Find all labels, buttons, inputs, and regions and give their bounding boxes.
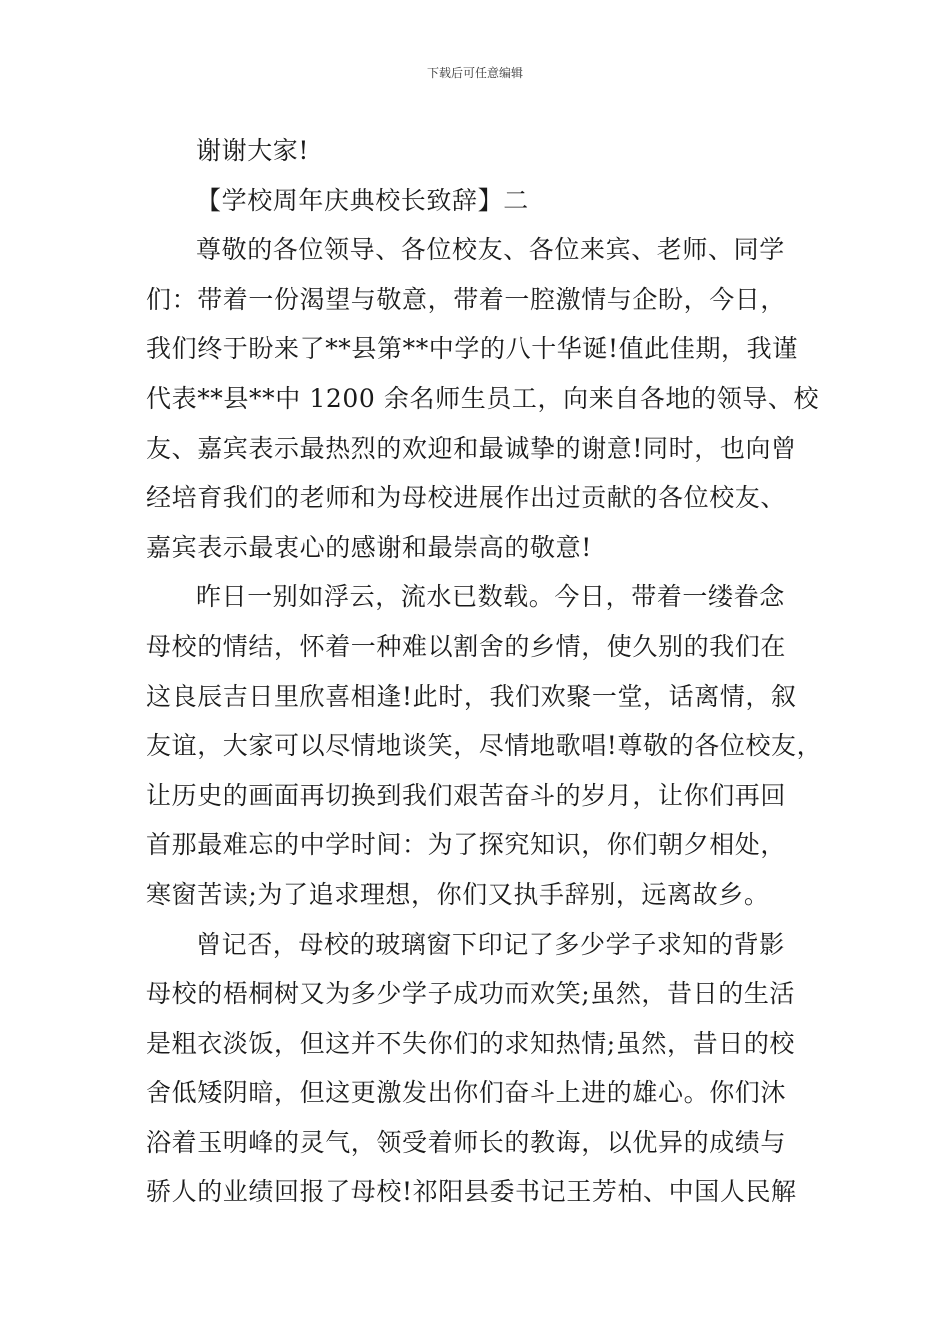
- closing-thanks: 谢谢大家!: [196, 136, 310, 165]
- document-body: [146, 126, 823, 1217]
- paragraph-line: 寒窗苦读;为了追求理想，你们又执手辞别，远离故乡。: [146, 879, 770, 909]
- paragraph-line: 骄人的业绩回报了母校!祁阳县委书记王芳柏、中国人民解: [146, 1177, 797, 1207]
- paragraph-line: 让历史的画面再切换到我们艰苦奋斗的岁月，让你们再回: [146, 780, 787, 810]
- paragraph-line: 代表**县**中 1200 余名师生员工，向来自各地的领导、校: [146, 383, 820, 413]
- paragraph-line: 们：带着一份渴望与敬意，带着一腔激情与企盼，今日，: [146, 284, 787, 314]
- paragraph-line: 我们终于盼来了**县第**中学的八十华诞!值此佳期，我谨: [146, 334, 798, 364]
- paragraph-line: 这良辰吉日里欣喜相逢!此时，我们欢聚一堂，话离情，叙: [146, 681, 797, 711]
- paragraph-line: 是粗衣淡饭，但这并不失你们的求知热情;虽然，昔日的校: [146, 1028, 796, 1058]
- paragraph-line: 尊敬的各位领导、各位校友、各位来宾、老师、同学: [196, 235, 785, 265]
- paragraph-line: 舍低矮阴暗，但这更激发出你们奋斗上进的雄心。你们沐: [146, 1078, 787, 1108]
- paragraph-line: 曾记否，母校的玻璃窗下印记了多少学子求知的背影: [196, 929, 785, 959]
- paragraph-line: 首那最难忘的中学时间：为了探究知识，你们朝夕相处，: [146, 830, 787, 860]
- paragraph-line: 浴着玉明峰的灵气，领受着师长的教诲，以优异的成绩与: [146, 1127, 787, 1157]
- paragraph-line: 母校的情结，怀着一种难以割舍的乡情，使久别的我们在: [146, 631, 787, 661]
- paragraph-line: 友、嘉宾表示最热烈的欢迎和最诚挚的谢意!同时，也向曾: [146, 433, 797, 463]
- page-header-note: 下载后可任意编辑: [426, 66, 523, 80]
- paragraph-line: 嘉宾表示最衷心的感谢和最崇高的敬意!: [146, 532, 592, 562]
- paragraph-line: 经培育我们的老师和为母校进展作出过贡献的各位校友、: [146, 483, 787, 513]
- section-title: 【学校周年庆典校长致辞】二: [196, 185, 529, 215]
- paragraph-line: 友谊，大家可以尽情地谈笑，尽情地歌唱!尊敬的各位校友，: [146, 731, 823, 761]
- paragraph-line: 昨日一别如浮云，流水已数载。今日，带着一缕眷念: [196, 582, 785, 612]
- paragraph-line: 母校的梧桐树又为多少学子成功而欢笑;虽然，昔日的生活: [146, 979, 796, 1009]
